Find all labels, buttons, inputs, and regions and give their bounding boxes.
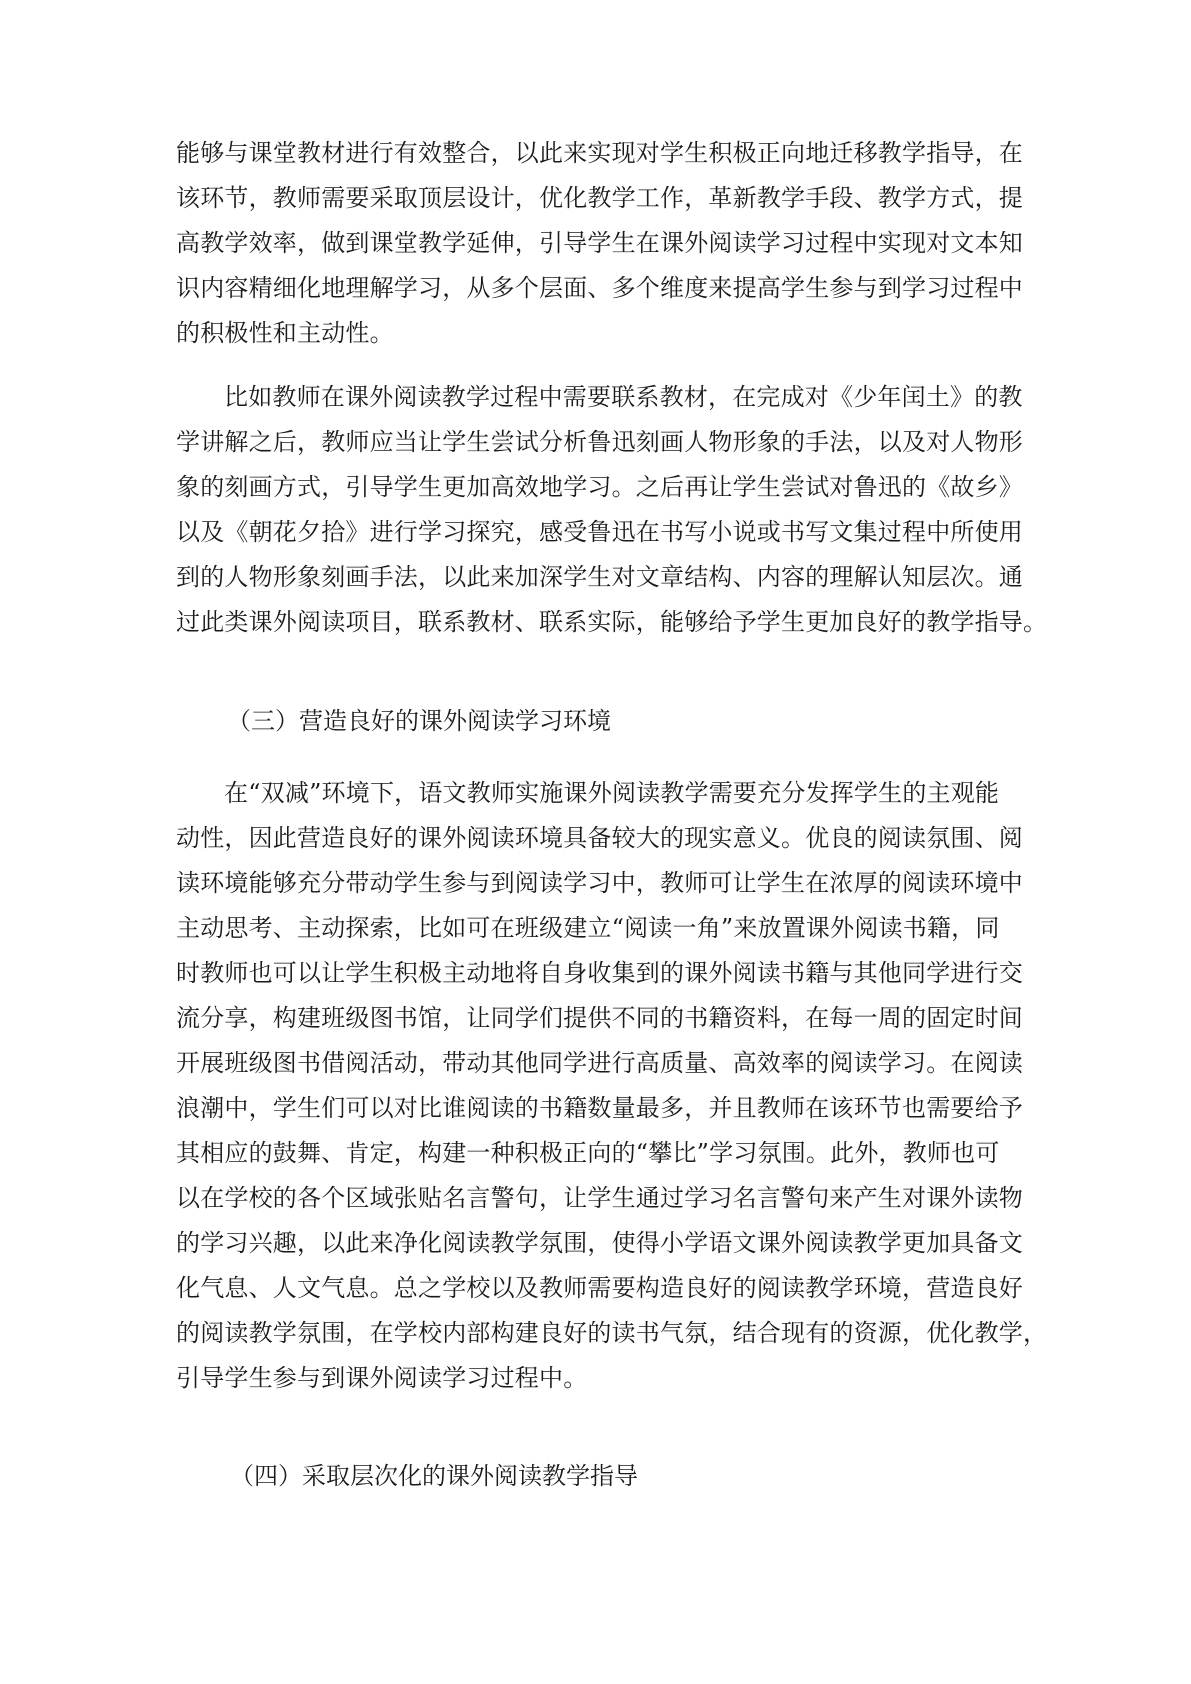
paragraph-line: 象的刻画方式，引导学生更加高效地学习。之后再让学生尝试对鲁迅的《故乡》 — [176, 473, 1023, 501]
paragraph-line: 以及《朝花夕拾》进行学习探究，感受鲁迅在书写小说或书写文集过程中所使用 — [176, 518, 1023, 546]
paragraph-line: 到的人物形象刻画手法，以此来加深学生对文章结构、内容的理解认知层次。通 — [176, 563, 1023, 591]
paragraph-line: 的学习兴趣，以此来净化阅读教学氛围，使得小学语文课外阅读教学更加具备文 — [176, 1229, 1023, 1257]
paragraph-line: 动性，因此营造良好的课外阅读环境具备较大的现实意义。优良的阅读氛围、阅 — [176, 824, 1023, 852]
paragraph-line: 该环节，教师需要采取顶层设计，优化教学工作，革新教学手段、教学方式，提 — [176, 184, 1023, 212]
paragraph-line: 读环境能够充分带动学生参与到阅读学习中，教师可让学生在浓厚的阅读环境中 — [176, 869, 1023, 897]
paragraph-line: 能够与课堂教材进行有效整合，以此来实现对学生积极正向地迁移教学指导，在 — [176, 139, 1023, 167]
paragraph-line: 高教学效率，做到课堂教学延伸，引导学生在课外阅读学习过程中实现对文本知 — [176, 229, 1023, 257]
paragraph-line: 开展班级图书借阅活动，带动其他同学进行高质量、高效率的阅读学习。在阅读 — [176, 1049, 1023, 1077]
paragraph-line: 时教师也可以让学生积极主动地将自身收集到的课外阅读书籍与其他同学进行交 — [176, 959, 1023, 987]
paragraph-line: 以在学校的各个区域张贴名言警句，让学生通过学习名言警句来产生对课外读物 — [176, 1184, 1023, 1212]
paragraph-line: 比如教师在课外阅读教学过程中需要联系教材，在完成对《少年闰土》的教 — [224, 383, 1023, 411]
paragraph-line: 过此类课外阅读项目，联系教材、联系实际，能够给予学生更加良好的教学指导。 — [176, 608, 1048, 636]
section-heading-text: （四）采取层次化的课外阅读教学指导 — [230, 1462, 638, 1490]
paragraph-line: 引导学生参与到课外阅读学习过程中。 — [176, 1364, 588, 1392]
paragraph-2 — [176, 375, 1048, 645]
section-heading-text: （三）营造良好的课外阅读学习环境 — [227, 707, 611, 735]
paragraph-1 — [176, 131, 1021, 356]
paragraph-line: 化气息、人文气息。总之学校以及教师需要构造良好的阅读教学环境，营造良好 — [176, 1274, 1023, 1302]
paragraph-line: 流分享，构建班级图书馆，让同学们提供不同的书籍资料，在每一周的固定时间 — [176, 1004, 1023, 1032]
paragraph-line: 主动思考、主动探索，比如可在班级建立“阅读一角”来放置课外阅读书籍，同 — [176, 914, 1000, 942]
paragraph-line: 识内容精细化地理解学习，从多个层面、多个维度来提高学生参与到学习过程中 — [176, 274, 1023, 302]
paragraph-line: 浪潮中，学生们可以对比谁阅读的书籍数量最多，并且教师在该环节也需要给予 — [176, 1094, 1023, 1122]
paragraph-line: 其相应的鼓舞、肯定，构建一种积极正向的“攀比”学习氛围。此外，教师也可 — [176, 1139, 1000, 1167]
section-heading-3 — [176, 699, 1021, 744]
paragraph-3 — [176, 771, 1048, 1401]
paragraph-line: 的阅读教学氛围，在学校内部构建良好的读书气氛，结合现有的资源，优化教学， — [176, 1319, 1048, 1347]
paragraph-line: 在“双减”环境下，语文教师实施课外阅读教学需要充分发挥学生的主观能 — [224, 779, 1000, 807]
section-heading-4 — [176, 1454, 1021, 1499]
paragraph-line: 的积极性和主动性。 — [176, 319, 394, 347]
paragraph-line: 学讲解之后，教师应当让学生尝试分析鲁迅刻画人物形象的手法，以及对人物形 — [176, 428, 1023, 456]
